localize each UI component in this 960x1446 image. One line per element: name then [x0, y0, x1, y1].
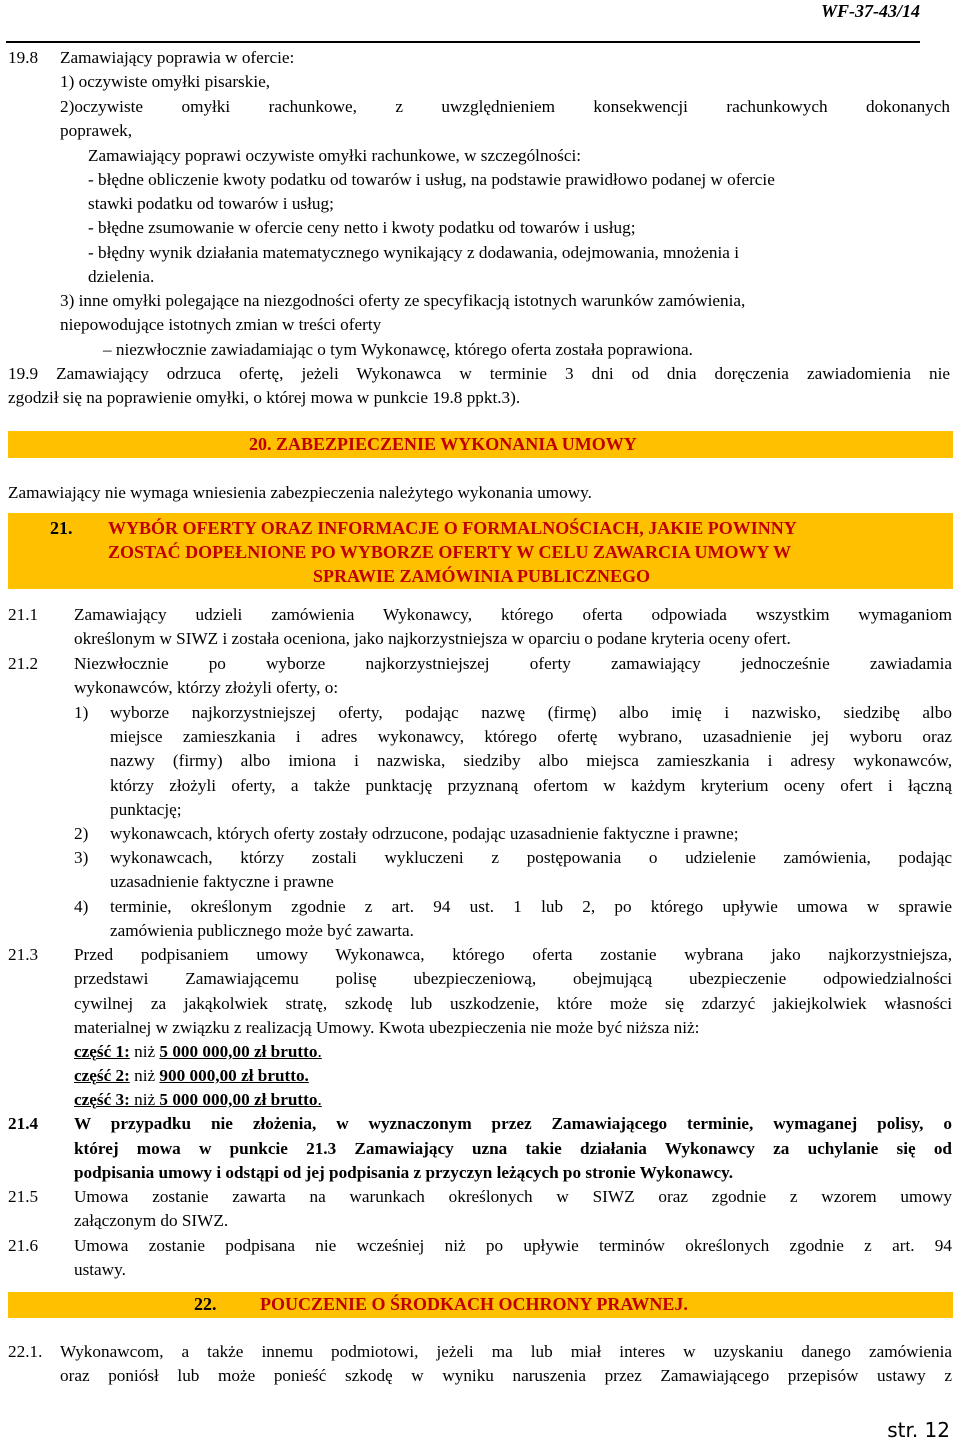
- s21-2-item-1-line-5: punktację;: [110, 800, 182, 819]
- s19-8-number: 19.8: [8, 48, 39, 67]
- s19-8-para-4-line-2: dzielenia.: [88, 267, 155, 286]
- part-3-amount: 5 000 000,00 zł brutto: [159, 1090, 318, 1109]
- part-3-label: część 3:: [74, 1090, 135, 1109]
- s19-8-item-3-line-1: 3) inne omyłki polegające na niezgodności oferty ze specyfikacją istotnych warunków zamówienia,: [60, 291, 746, 310]
- s21-2-item-2-line-1: wykonawcach, których oferty zostały odrzucone, podając uzasadnienie faktyczne i prawne;: [110, 824, 739, 843]
- s21-2-item-3-line-2: uzasadnienie faktyczne i prawne: [110, 872, 334, 891]
- s21-2-item-1-line-3: nazwy (firmy) albo imiona i nazwiska, siedziby albo miejsca zamieszkania i adresy wykonawców,: [110, 751, 952, 770]
- s21-3-line-1: Przed podpisaniem umowy Wykonawca, którego oferta zostanie wybrana jako najkorzystniejsza,: [74, 945, 952, 964]
- s21-2-item-4-line-2: zamówienia publicznego może być zawarta.: [110, 921, 414, 940]
- s19-8-para-3: - błędne zsumowanie w ofercie ceny netto i kwoty podatku od towarów i usług;: [88, 218, 636, 237]
- s19-9-line-2: zgodził się na poprawienie omyłki, o której mowa w punkcie 19.8 ppkt.3).: [8, 388, 521, 407]
- s21-6-number: 21.6: [8, 1236, 39, 1255]
- s19-8-para-2-line-2: stawki podatku od towarów i usług;: [88, 194, 334, 213]
- s19-8-item-3-line-2: niepowodujące istotnych zmian w treści oferty: [60, 315, 382, 334]
- s19-8-title: Zamawiający poprawia w ofercie:: [60, 48, 295, 67]
- s19-8-item-2-line-2: poprawek,: [60, 121, 133, 140]
- s21-6-line-2: ustawy.: [74, 1260, 126, 1279]
- s21-2-item-1-line-1: wyborze najkorzystniejszej oferty, podając nazwę (firmę) albo imię i nazwisko, siedzibę albo: [110, 703, 952, 722]
- part-3-end: .: [317, 1090, 322, 1109]
- s21-2-item-2-number: 2): [74, 824, 89, 843]
- s21-number: 21.: [50, 518, 73, 538]
- s19-8-para-1: Zamawiający poprawi oczywiste omyłki rachunkowe, w szczególności:: [88, 146, 582, 165]
- s21-heading-line-1: WYBÓR OFERTY ORAZ INFORMACJE O FORMALNOŚCIACH, JAKIE POWINNY: [108, 518, 797, 538]
- header-code: WF-37-43/14: [821, 1, 920, 21]
- s21-3-number: 21.3: [8, 945, 39, 964]
- s21-3-line-4: materialnej w związku z realizacją Umowy. Kwota ubezpieczenia nie może być niższa niż:: [74, 1018, 700, 1037]
- s20-heading: 20. ZABEZPIECZENIE WYKONANIA UMOWY: [249, 434, 637, 454]
- s21-3-part-1: [74, 1042, 322, 1062]
- s21-heading-line-2: ZOSTAĆ DOPEŁNIONE PO WYBORZE OFERTY W CELU ZAWARCIA UMOWY W: [108, 542, 791, 562]
- part-3-prefix: niż: [134, 1090, 160, 1109]
- s19-8-para-4-line-1: - błędny wynik działania matematycznego wynikający z dodawania, odejmowania, mnożenia i: [88, 243, 739, 262]
- s21-3-line-2: przedstawi Zamawiającemu polisę ubezpieczeniową, obejmującą ubezpieczenie odpowiedzialności: [74, 969, 952, 988]
- s21-2-item-4-line-1: terminie, określonym zgodnie z art. 94 ust. 1 lub 2, po którego upływie umowa w sprawie: [110, 897, 952, 916]
- s21-1-number: 21.1: [8, 605, 39, 624]
- s21-2-line-2: wykonawców, którzy złożyli oferty, o:: [74, 678, 339, 697]
- page-number: str. 12: [887, 1418, 950, 1442]
- s21-3-part-3: [74, 1090, 322, 1110]
- s21-2-item-1-line-2: miejsce zamieszkania i adres wykonawcy, którego ofertę wybrano, uzasadnienie jej wyboru oraz: [110, 727, 952, 746]
- s21-3-line-3: cywilnej za jakąkolwiek stratę, szkodę lub uszkodzenie, które może się zdarzyć jakiejkolwiek własności: [74, 994, 952, 1013]
- part-1-prefix: niż: [129, 1042, 160, 1061]
- s21-1-line-2: określonym w SIWZ i została oceniona, jako najkorzystniejsza w oparciu o podane kryteria oceny ofert.: [74, 629, 791, 648]
- part-2-prefix: niż: [129, 1066, 160, 1085]
- s21-4-line-2: której mowa w punkcie 21.3 Zamawiający uzna takie działania Wykonawcy za uchylanie się od: [74, 1139, 952, 1158]
- header-rule: [6, 41, 920, 43]
- s19-9-line-1: 19.9 Zamawiający odrzuca ofertę, jeżeli Wykonawca w terminie 3 dni od dnia doręczenia zawiadomienia nie: [8, 364, 950, 383]
- s19-8-item-3-line-3: – niezwłocznie zawiadamiając o tym Wykonawcę, którego oferta została poprawiona.: [103, 340, 693, 359]
- s21-4-number: 21.4: [8, 1114, 39, 1133]
- s21-6-line-1: Umowa zostanie podpisana nie wcześniej niż po upływie terminów określonych zgodnie z art. 94: [74, 1236, 952, 1255]
- s22-1-number: 22.1.: [8, 1342, 43, 1361]
- s21-5-line-1: Umowa zostanie zawarta na warunkach określonych w SIWZ oraz zgodnie z wzorem umowy: [74, 1187, 952, 1206]
- part-1-end: .: [317, 1042, 322, 1061]
- s21-5-number: 21.5: [8, 1187, 39, 1206]
- s21-3-part-2: [74, 1066, 309, 1086]
- s21-4-line-1: W przypadku nie złożenia, w wyznaczonym przez Zamawiającego terminie, wymaganej polisy, o: [74, 1114, 952, 1133]
- part-2-label: część 2:: [74, 1066, 130, 1085]
- s21-2-item-1-line-4: którzy złożyli oferty, a także punktację przyznaną ofertom w każdym kryterium oceny ofert i łączną: [110, 776, 952, 795]
- s21-2-number: 21.2: [8, 654, 39, 673]
- s22-heading: POUCZENIE O ŚRODKACH OCHRONY PRAWNEJ.: [260, 1294, 688, 1314]
- s21-5-line-2: załączonym do SIWZ.: [74, 1211, 229, 1230]
- s22-1-line-2: oraz poniósł lub może ponieść szkodę w wyniku naruszenia przez Zamawiającego przepisów ustawy z: [60, 1366, 952, 1385]
- s21-2-item-3-number: 3): [74, 848, 89, 867]
- part-2-amount: 900 000,00 zł brutto.: [159, 1066, 309, 1085]
- s21-2-item-1-number: 1): [74, 703, 89, 722]
- s22-number: 22.: [194, 1294, 217, 1314]
- part-1-label: część 1:: [74, 1042, 130, 1061]
- s21-1-line-1: Zamawiający udzieli zamówienia Wykonawcy, którego oferta odpowiada wszystkim wymaganiom: [74, 605, 952, 624]
- s20-text: Zamawiający nie wymaga wniesienia zabezpieczenia należytego wykonania umowy.: [8, 483, 592, 502]
- part-1-amount: 5 000 000,00 zł brutto: [159, 1042, 318, 1061]
- s22-1-line-1: Wykonawcom, a także innemu podmiotowi, jeżeli ma lub miał interes w uzyskaniu danego zamówienia: [60, 1342, 952, 1361]
- s21-2-item-4-number: 4): [74, 897, 89, 916]
- s21-heading-line-3: SPRAWIE ZAMÓWINIA PUBLICZNEGO: [313, 566, 651, 586]
- s19-8-item-2-line-1: 2)oczywiste omyłki rachunkowe, z uwzględnieniem konsekwencji rachunkowych dokonanych: [60, 97, 950, 116]
- s19-8-item-1: 1) oczywiste omyłki pisarskie,: [60, 72, 271, 91]
- s21-2-line-1: Niezwłocznie po wyborze najkorzystniejszej oferty zamawiający jednocześnie zawiadamia: [74, 654, 952, 673]
- s21-4-line-3: podpisania umowy i odstąpi od jej podpisania z przyczyn leżących po stronie Wykonawcy.: [74, 1163, 734, 1182]
- s19-8-para-2-line-1: - błędne obliczenie kwoty podatku od towarów i usług, na podstawie prawidłowo podanej w ofercie: [88, 170, 775, 189]
- s21-2-item-3-line-1: wykonawcach, którzy zostali wykluczeni z postępowania o udzielenie zamówienia, podając: [110, 848, 952, 867]
